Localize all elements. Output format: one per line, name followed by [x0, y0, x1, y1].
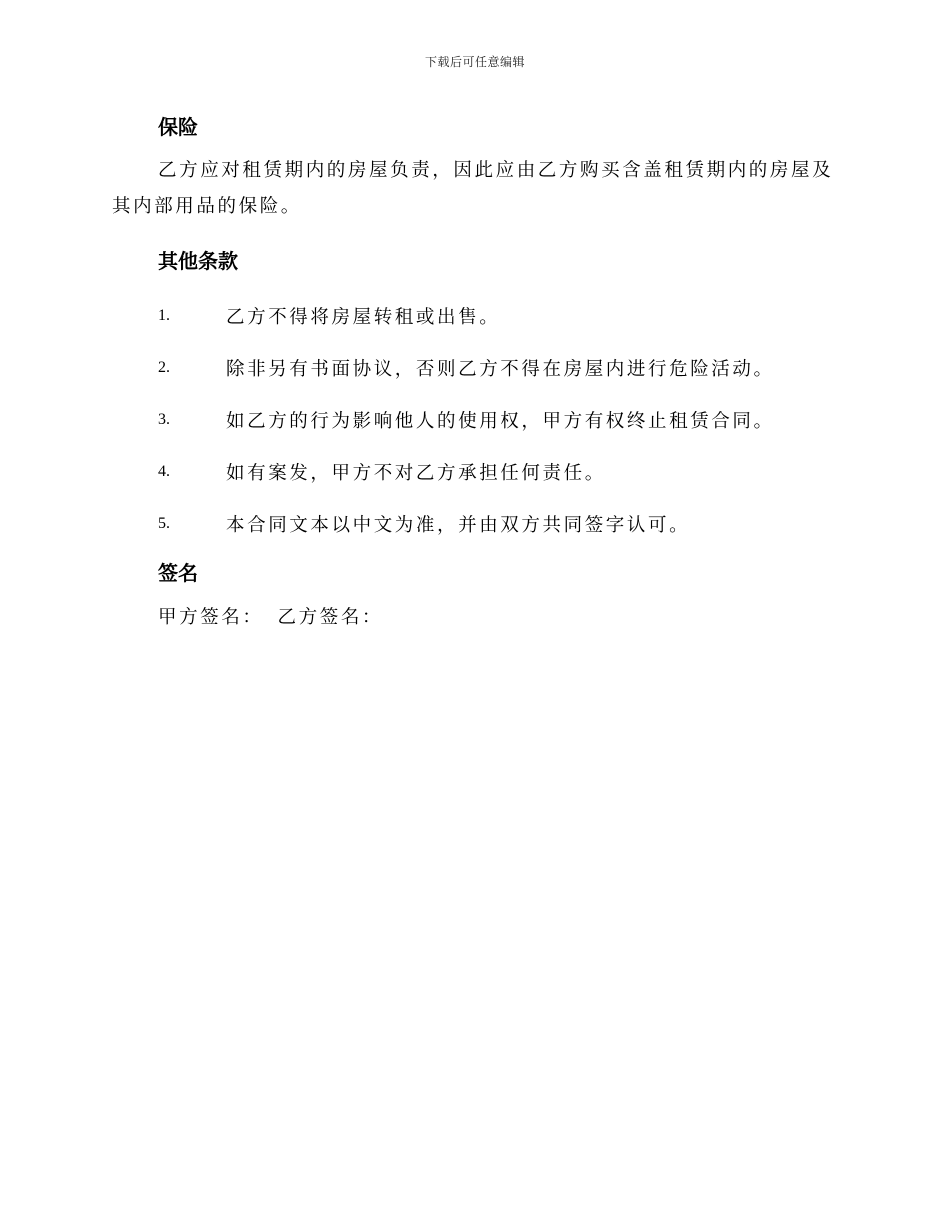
insurance-heading: 保险	[158, 115, 198, 139]
clause-text: 本合同文本以中文为准，并由双方共同签字认可。	[226, 515, 691, 536]
signature-section	[112, 554, 838, 644]
clause-number: 2.	[158, 359, 170, 376]
signature-line	[158, 592, 838, 644]
clause-number: 5.	[158, 515, 170, 532]
party-b-signature-label: 乙方签名：	[277, 607, 384, 628]
clause-text: 如有案发，甲方不对乙方承担任何责任。	[226, 463, 606, 484]
clause-text: 如乙方的行为影响他人的使用权，甲方有权终止租赁合同。	[226, 411, 775, 432]
party-a-signature-label: 甲方签名：	[158, 607, 264, 628]
clause-list	[112, 290, 838, 550]
insurance-paragraph: 乙方应对租赁期内的房屋负责，因此应由乙方购买含盖租赁期内的房屋及其内部用品的保险。	[112, 160, 834, 217]
clause-item-1	[158, 290, 838, 342]
clause-item-2	[158, 342, 838, 394]
other-terms-section	[112, 242, 838, 550]
clause-number: 3.	[158, 411, 170, 428]
page-header-note: 下载后可任意编辑	[424, 55, 525, 69]
signature-heading: 签名	[158, 561, 198, 585]
clause-item-4	[158, 446, 838, 498]
clause-number: 4.	[158, 463, 170, 480]
clause-text: 除非另有书面协议，否则乙方不得在房屋内进行危险活动。	[226, 359, 775, 380]
clause-item-5	[158, 498, 838, 550]
other-terms-heading: 其他条款	[158, 249, 238, 273]
clause-text: 乙方不得将房屋转租或出售。	[226, 307, 501, 328]
clause-number: 1.	[158, 307, 170, 324]
document-body	[112, 108, 838, 644]
insurance-section	[112, 108, 838, 225]
clause-item-3	[158, 394, 838, 446]
